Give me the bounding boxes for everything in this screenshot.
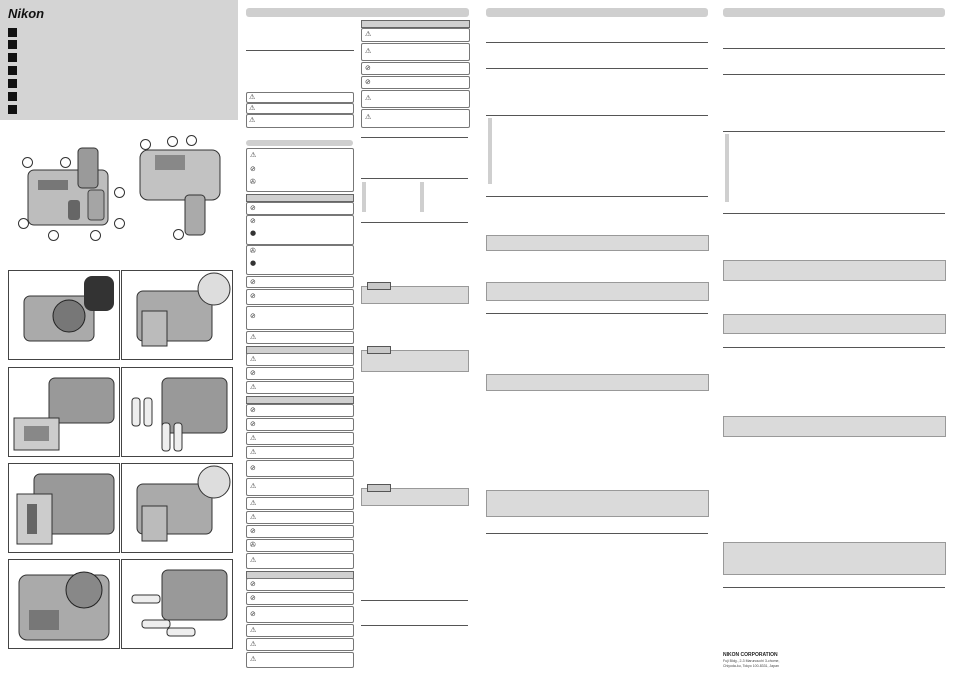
warning-row	[246, 245, 354, 275]
disassembly-icon: ✇	[250, 178, 256, 186]
caution-icon: ⚠	[250, 383, 257, 391]
step-figure-6	[121, 463, 233, 553]
section-header-bar	[723, 8, 945, 17]
callout-marker	[18, 218, 29, 229]
warning-row	[246, 432, 354, 445]
warning-header	[246, 194, 354, 202]
caution-icon: ⚠	[365, 94, 372, 102]
prohibited-icon: ⊘	[250, 580, 256, 588]
warning-row	[246, 638, 354, 651]
warning-row	[246, 606, 354, 623]
warning-row	[361, 28, 470, 42]
caution-icon: ⚠	[249, 104, 256, 112]
note-label-tab	[367, 346, 391, 354]
prohibited-icon: ⊘	[250, 527, 256, 535]
warning-row	[246, 418, 354, 431]
divider	[723, 347, 945, 348]
warning-row	[361, 76, 470, 89]
step-figure-4	[121, 367, 233, 457]
language-marker	[8, 92, 17, 101]
caution-icon: ⚠	[365, 113, 372, 121]
caution-icon: ⚠	[365, 47, 372, 55]
language-marker	[8, 28, 17, 37]
divider	[361, 600, 468, 601]
divider	[486, 115, 708, 116]
section-header-bar	[246, 8, 469, 17]
step-figure-7	[8, 559, 120, 649]
callout-marker	[173, 229, 184, 240]
step-figure-3	[8, 367, 120, 457]
highlight-box	[486, 235, 709, 251]
step-figure-8	[121, 559, 233, 649]
warning-row	[246, 578, 354, 591]
hazard-row	[246, 103, 354, 114]
caution-icon: ⚠	[249, 116, 256, 124]
caution-icon: ⚠	[250, 448, 257, 456]
prohibited-icon: ⊘	[365, 78, 371, 86]
warning-row	[246, 497, 354, 510]
divider	[361, 178, 468, 179]
callout-marker	[186, 135, 197, 146]
nikon-logo: Nikon	[8, 6, 45, 21]
accent-bar	[420, 182, 424, 212]
highlight-box	[723, 260, 946, 281]
divider	[486, 313, 708, 314]
warning-row	[361, 62, 470, 75]
disassembly-icon: ✇	[250, 541, 256, 549]
warning-row	[246, 353, 354, 366]
warning-row	[246, 202, 354, 215]
mandatory-icon: ●	[250, 229, 257, 237]
highlight-box	[486, 374, 709, 391]
prohibited-icon: ⊘	[250, 312, 256, 320]
warning-header	[361, 20, 470, 28]
warning-row	[246, 381, 354, 394]
prohibited-icon: ⊘	[250, 369, 256, 377]
divider	[723, 213, 945, 214]
language-marker	[8, 40, 17, 49]
caution-icon: ⚠	[250, 626, 257, 634]
prohibited-icon: ⊘	[250, 165, 256, 173]
hazard-row	[246, 114, 354, 128]
divider	[486, 196, 708, 197]
warning-row	[246, 446, 354, 459]
battery-pack-front-illustration	[18, 140, 128, 240]
highlight-box	[486, 490, 709, 517]
caution-icon: ⚠	[250, 556, 257, 564]
callout-marker	[48, 230, 59, 241]
warning-row	[246, 624, 354, 637]
prohibited-icon: ⊘	[250, 464, 256, 472]
accent-bar	[725, 134, 729, 202]
divider	[361, 222, 468, 223]
prohibited-icon: ⊘	[250, 610, 256, 618]
callout-marker	[22, 157, 33, 168]
caution-icon: ⚠	[250, 499, 257, 507]
step-figure-5	[8, 463, 120, 553]
divider	[486, 68, 708, 69]
prohibited-icon: ⊘	[250, 217, 256, 225]
accent-bar	[488, 118, 492, 184]
callout-marker	[114, 187, 125, 198]
caution-icon: ⚠	[249, 93, 256, 101]
divider	[486, 533, 708, 534]
language-marker	[8, 105, 17, 114]
footer-address-line2: Chiyoda-ku, Tokyo 100-8331, Japan	[723, 664, 779, 668]
warning-row	[246, 404, 354, 417]
warning-header	[246, 396, 354, 404]
section-header-bar	[486, 8, 708, 17]
language-marker	[8, 53, 17, 62]
warning-row	[361, 90, 470, 108]
caution-icon: ⚠	[250, 355, 257, 363]
divider	[723, 48, 945, 49]
step-figure-2	[121, 270, 233, 360]
warning-row	[246, 331, 354, 344]
caution-icon: ⚠	[250, 151, 257, 159]
caution-icon: ⚠	[250, 482, 257, 490]
warning-row	[246, 460, 354, 477]
hazard-row	[246, 92, 354, 103]
accent-bar	[362, 182, 366, 212]
warning-row	[246, 306, 354, 330]
disassembly-icon: ✇	[250, 247, 256, 255]
highlight-box	[723, 314, 946, 334]
prohibited-icon: ⊘	[250, 594, 256, 602]
prohibited-icon: ⊘	[250, 278, 256, 286]
caution-icon: ⚠	[250, 333, 257, 341]
note-label-tab	[367, 484, 391, 492]
callout-marker	[60, 157, 71, 168]
caution-icon: ⚠	[365, 30, 372, 38]
symbol-legend-box	[246, 148, 354, 192]
language-marker	[8, 66, 17, 75]
warning-row	[361, 109, 470, 128]
warning-row	[246, 289, 354, 305]
warning-row	[246, 478, 354, 496]
warning-row	[246, 215, 354, 245]
divider	[246, 50, 354, 51]
footer-address-line1: Fuji Bldg., 2-3 Marunouchi 3-chome,	[723, 659, 780, 663]
divider	[486, 42, 708, 43]
highlight-box	[723, 416, 946, 437]
mandatory-icon: ●	[250, 259, 257, 267]
warning-row	[246, 539, 354, 552]
prohibited-icon: ⊘	[365, 64, 371, 72]
battery-pack-rear-illustration	[135, 135, 235, 240]
highlight-box	[486, 282, 709, 301]
caution-icon: ⚠	[250, 513, 257, 521]
warning-row	[361, 43, 470, 61]
callout-marker	[167, 136, 178, 147]
warning-row	[246, 511, 354, 524]
divider	[723, 587, 945, 588]
divider	[361, 625, 468, 626]
warning-row	[246, 652, 354, 668]
warning-row	[246, 592, 354, 605]
highlight-box	[723, 542, 946, 575]
divider	[361, 137, 468, 138]
divider	[723, 74, 945, 75]
language-marker	[8, 79, 17, 88]
caution-icon: ⚠	[250, 655, 257, 663]
warning-row	[246, 367, 354, 380]
footer-company: NIKON CORPORATION	[723, 652, 778, 658]
callout-marker	[114, 218, 125, 229]
prohibited-icon: ⊘	[250, 406, 256, 414]
prohibited-icon: ⊘	[250, 292, 256, 300]
warning-row	[246, 553, 354, 569]
legend-header-bar	[246, 140, 353, 146]
divider	[723, 131, 945, 132]
callout-marker	[140, 139, 151, 150]
step-figure-1	[8, 270, 120, 360]
prohibited-icon: ⊘	[250, 420, 256, 428]
prohibited-icon: ⊘	[250, 204, 256, 212]
callout-marker	[90, 230, 101, 241]
note-label-tab	[367, 282, 391, 290]
warning-row	[246, 525, 354, 538]
caution-icon: ⚠	[250, 640, 257, 648]
caution-icon: ⚠	[250, 434, 257, 442]
warning-row	[246, 276, 354, 288]
